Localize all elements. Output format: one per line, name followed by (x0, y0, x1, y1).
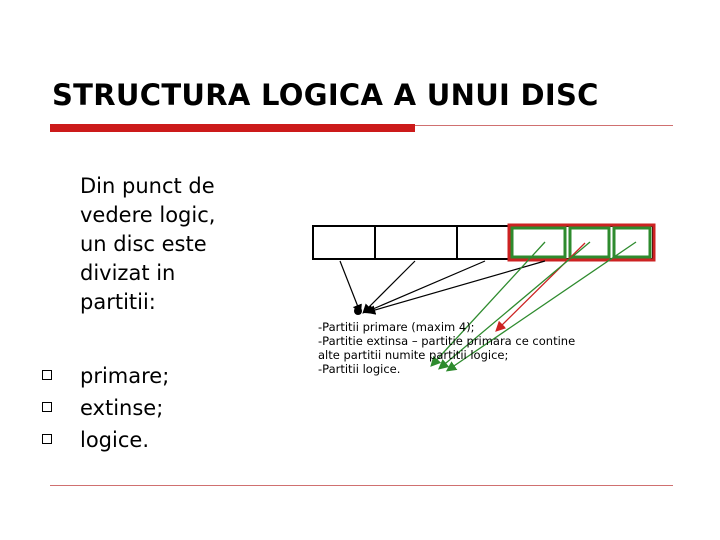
note-line: alte partitii numite partitii logice; (318, 348, 509, 362)
primary-partition-arrow (368, 261, 545, 312)
primary-partition-arrow (364, 261, 415, 312)
arrow-convergence-point (354, 307, 362, 315)
intro-line: divizat in (80, 261, 176, 285)
intro-line: un disc este (80, 232, 207, 256)
list-item-label: primare; (80, 364, 170, 388)
disk-bar (313, 226, 653, 259)
page-title: STRUCTURA LOGICA A UNUI DISC (52, 78, 599, 112)
intro-line: partitii: (80, 290, 156, 314)
note-line: -Partitie extinsa – partitie primara ce contine (318, 334, 576, 348)
primary-partition-arrow (340, 261, 360, 312)
intro-line: vedere logic, (80, 203, 216, 227)
note-line: -Partitii logice. (318, 362, 401, 376)
primary-partition-arrow (366, 261, 485, 312)
footer-divider (50, 485, 673, 486)
note-line: -Partitii primare (maxim 4); (318, 320, 475, 334)
list-item-label: extinse; (80, 396, 164, 420)
list-item-label: logice. (80, 428, 149, 452)
partition-notes (318, 320, 648, 376)
intro-line: Din punct de (80, 174, 215, 198)
